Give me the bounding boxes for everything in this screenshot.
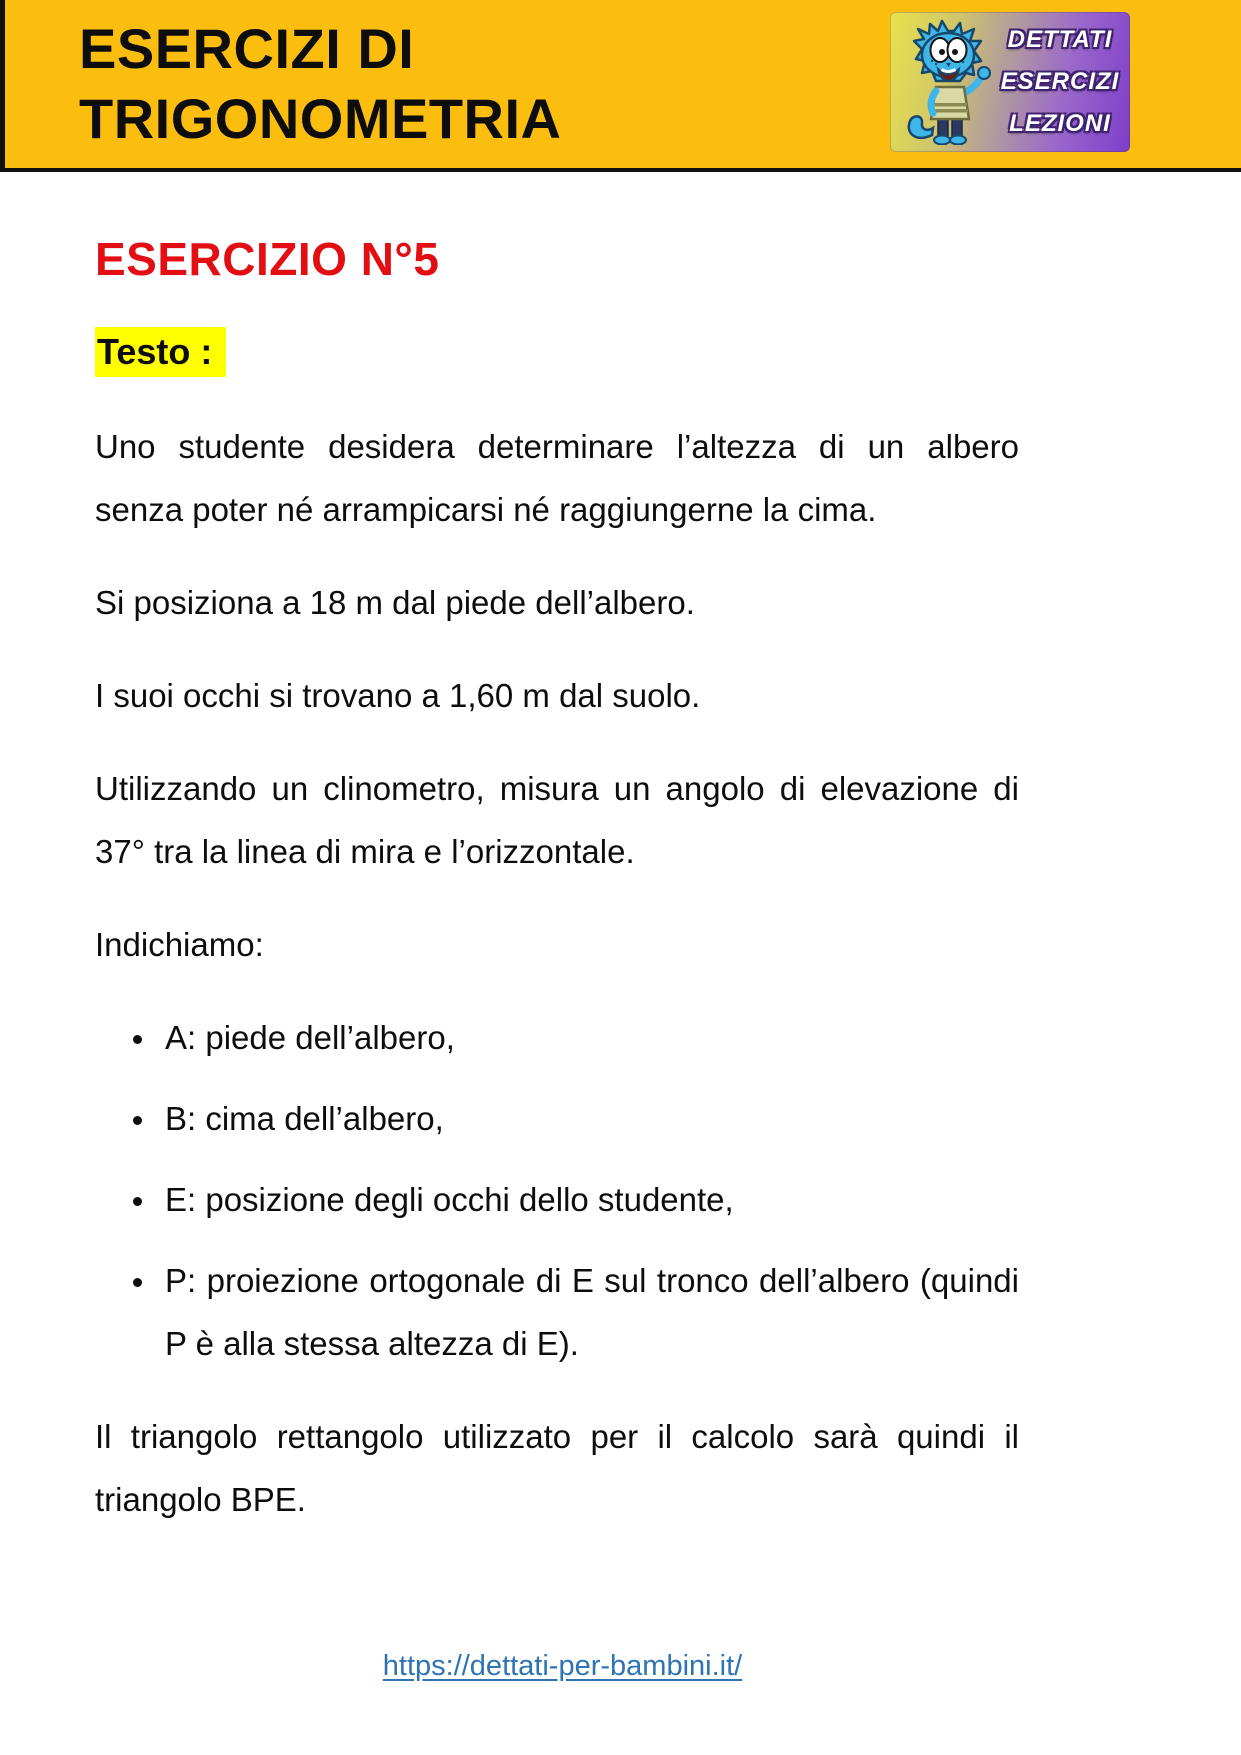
closing-paragraph: Il triangolo rettangolo utilizzato per il calcolo sarà quindi il triangolo BPE. <box>95 1418 1019 1518</box>
list-item-text: E: posizione degli occhi dello studente, <box>165 1181 734 1218</box>
logo-text-line-3: LEZIONI <box>1009 110 1111 137</box>
page-title-line-2: TRIGONOMETRIA <box>79 87 562 150</box>
bullet-dot-icon <box>133 1035 142 1044</box>
page-footer <box>95 1650 1030 1683</box>
list-item-text: A: piede dell’albero, <box>165 1019 455 1056</box>
exercise-heading: ESERCIZIO N°5 <box>95 233 440 285</box>
paragraph-indichiamo: Indichiamo: <box>95 926 264 963</box>
list-item-e <box>95 1168 1019 1231</box>
footer-link[interactable]: https://dettati-per-bambini.it/ <box>382 1650 743 1682</box>
definitions-list <box>95 1006 1019 1375</box>
cat-mascot-icon <box>902 19 994 145</box>
list-item-text: B: cima dell’albero, <box>165 1100 444 1137</box>
logo-text-line-1: DETTATI <box>1007 26 1113 53</box>
bullet-dot-icon <box>133 1116 142 1125</box>
list-item-b <box>95 1087 1019 1150</box>
paragraph-intro: Uno studente desidera determinare l’altezza di un albero senza poter né arrampicarsi né raggiungerne la cima. <box>95 428 1019 528</box>
testo-label-row <box>95 327 1019 385</box>
page-title-line-1: ESERCIZI DI <box>79 17 415 80</box>
logo-text <box>994 12 1130 152</box>
paragraph-eyes: I suoi occhi si trovano a 1,60 m dal suolo. <box>95 677 701 714</box>
list-item-p <box>95 1249 1019 1375</box>
list-item-a <box>95 1006 1019 1069</box>
testo-label: Testo : <box>95 327 226 377</box>
page-header <box>0 0 1241 172</box>
exercise-content <box>0 172 1130 1531</box>
site-logo <box>890 12 1130 152</box>
logo-text-line-2: ESERCIZI <box>1000 68 1120 95</box>
paragraph-distance: Si posiziona a 18 m dal piede dell’albero. <box>95 584 695 621</box>
bullet-dot-icon <box>133 1278 142 1287</box>
paragraph-clinometer: Utilizzando un clinometro, misura un angolo di elevazione di 37° tra la linea di mira e l’orizzontale. <box>95 770 1019 870</box>
list-item-text: P: proiezione ortogonale di E sul tronco dell’albero (quindi P è alla stessa altezza di E). <box>165 1262 1019 1362</box>
bullet-dot-icon <box>133 1197 142 1206</box>
